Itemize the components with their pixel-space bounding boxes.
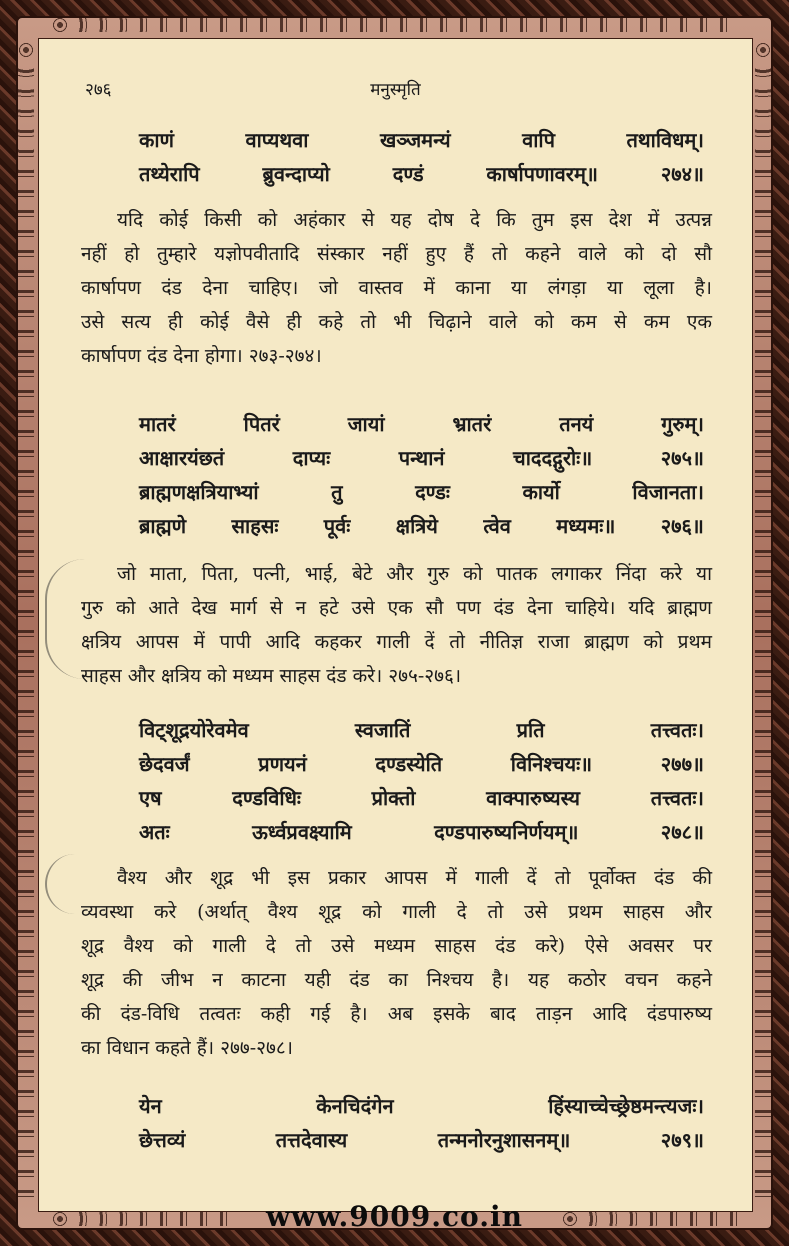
- verse-line: [139, 407, 704, 441]
- verse-word: विनिश्चयः॥: [510, 752, 593, 776]
- verse-word: पितरं: [243, 412, 280, 436]
- para-line: गुरु को आते देख मार्ग से न हटे उसे एक सौ पण दंड देना चाहिये। यदि ब्राह्मण: [81, 597, 712, 619]
- page-header: [39, 77, 752, 101]
- verse-word: तत्त्वतः।: [650, 786, 704, 810]
- site-watermark: www.9009.co.in: [266, 1200, 523, 1233]
- verse-line: [139, 157, 704, 191]
- commentary-277-278: [81, 861, 712, 1065]
- para-line: शूद्र वैश्य को गाली दे तो उसे मध्यम साहस दंड करे) ऐसे अवसर पर: [81, 935, 712, 957]
- verse-word: तनयं: [559, 412, 594, 436]
- verse-word: दाप्यः: [292, 446, 331, 470]
- verse-word: २७५॥: [660, 446, 704, 470]
- verse-word: दण्डः: [415, 480, 450, 504]
- para-line: वैश्य और शूद्र भी इस प्रकार आपस में गाली दें तो पूर्वोक्त दंड की: [117, 867, 712, 889]
- verse-274: [139, 123, 704, 191]
- verse-word: मातरं: [139, 412, 176, 436]
- margin-annotation: [45, 854, 87, 914]
- verse-word: २७६॥: [660, 514, 704, 538]
- verse-word: प्रोक्तो: [371, 786, 416, 810]
- verse-line: [139, 713, 704, 747]
- commentary-273-274: [81, 203, 712, 373]
- verse-word: स्वजातिं: [354, 718, 411, 742]
- verse-word: ब्राह्मणक्षत्रियाभ्यां: [139, 480, 259, 504]
- para-line: व्यवस्था करे (अर्थात् वैश्य शूद्र को गाली दे तो उसे प्रथम साहस और: [81, 901, 712, 923]
- commentary-275-276: [81, 557, 712, 693]
- verse-line: [139, 781, 704, 815]
- verse-line: [139, 123, 704, 157]
- verse-word: चाददद्गुरोः॥: [513, 446, 593, 470]
- verse-line: [139, 815, 704, 849]
- book-page: [38, 38, 753, 1212]
- verse-line: [139, 441, 704, 475]
- verse-word: काणं: [139, 128, 174, 152]
- para-line: क्षत्रिय आपस में पापी आदि कहकर गाली दें तो नीतिज्ञ राजा ब्राह्मण को प्रथम: [81, 631, 712, 653]
- verse-word: वाक्पारुष्यस्य: [486, 786, 581, 810]
- verse-word: तु: [331, 480, 343, 504]
- margin-annotation: [45, 559, 87, 679]
- verse-word: एष: [139, 786, 162, 810]
- verse-word: कार्यो: [522, 480, 560, 504]
- verse-word: ब्राह्मणे: [139, 514, 187, 538]
- verse-word: ब्रुवन्दाप्यो: [262, 162, 330, 186]
- verse-279: [139, 1089, 704, 1157]
- verse-word: दण्डं: [392, 162, 424, 186]
- verse-word: पन्थानं: [398, 446, 445, 470]
- verse-277-278: [139, 713, 704, 849]
- verse-word: तन्मनोरनुशासनम्॥: [437, 1128, 571, 1152]
- ornament-top: [50, 18, 739, 32]
- para-line: यदि कोई किसी को अहंकार से यह दोष दे कि तुम इस देश में उत्पन्न: [117, 209, 712, 231]
- para-line: नहीं हो तुम्हारे यज्ञोपवीतादि संस्कार नहीं हुए हैं तो कहने वाले को दो सौ: [81, 243, 712, 265]
- para-line: कार्षापण दंड देना होगा। २७३-२७४।: [81, 345, 322, 367]
- verse-word: ऊर्ध्वप्रवक्ष्यामि: [252, 820, 352, 844]
- verse-word: तथ्येरापि: [139, 162, 200, 186]
- verse-word: प्रति: [516, 718, 545, 742]
- verse-word: भ्रातरं: [452, 412, 492, 436]
- verse-word: २७९॥: [660, 1128, 704, 1152]
- para-line: की दंड-विधि तत्वतः कही गई है। अब इसके बाद ताड़न आदि दंडपारुष्य: [81, 1003, 712, 1025]
- verse-line: [139, 1123, 704, 1157]
- verse-word: दण्डस्येति: [375, 752, 443, 776]
- verse-word: येन: [139, 1094, 162, 1118]
- verse-word: जायां: [347, 412, 385, 436]
- verse-word: गुरुम्।: [661, 412, 704, 436]
- para-line: का विधान कहते हैं। २७७-२७८।: [81, 1037, 294, 1059]
- verse-word: छेदवर्जं: [139, 752, 190, 776]
- verse-word: खञ्जमन्यं: [379, 128, 451, 152]
- verse-word: विजानता।: [632, 480, 704, 504]
- verse-line: [139, 475, 704, 509]
- verse-word: आक्षारयंछतं: [139, 446, 225, 470]
- verse-line: [139, 747, 704, 781]
- verse-word: तथाविधम्।: [626, 128, 704, 152]
- verse-line: [139, 1089, 704, 1123]
- para-line: कार्षापण दंड देना चाहिए। जो वास्तव में काना या लंगड़ा या लूला है।: [81, 277, 712, 299]
- verse-word: तत्त्वतः।: [650, 718, 704, 742]
- verse-word: विट्शूद्रयोरेवमेव: [139, 718, 249, 742]
- verse-word: २७८॥: [660, 820, 704, 844]
- para-line: उसे सत्य ही कोई वैसे ही कहे तो भी चिढ़ाने वाले को कम से कम एक: [81, 311, 712, 333]
- para-line: जो माता, पिता, पत्नी, भाई, बेटे और गुरु को पातक लगाकर निंदा करे या: [117, 563, 712, 585]
- para-line: शूद्र की जीभ न काटना यही दंड का निश्चय है। यह कठोर वचन कहने: [81, 969, 712, 991]
- verse-word: तत्तदेवास्य: [275, 1128, 348, 1152]
- verse-word: क्षत्रिये: [395, 514, 438, 538]
- verse-word: हिंस्याच्चेच्छ्रेष्ठमन्त्यजः।: [548, 1094, 704, 1118]
- verse-275-276: [139, 407, 704, 543]
- verse-word: अतः: [139, 820, 170, 844]
- ornament-left: [18, 40, 34, 1206]
- verse-word: छेत्तव्यं: [139, 1128, 186, 1152]
- verse-word: दण्डविधिः: [232, 786, 301, 810]
- verse-word: मध्यमः॥: [556, 514, 616, 538]
- ornament-right: [755, 40, 771, 1206]
- page-number: २७६: [85, 80, 112, 100]
- verse-word: त्वेव: [483, 514, 511, 538]
- verse-word: वापि: [522, 128, 555, 152]
- verse-word: कार्षापणावरम्॥: [486, 162, 598, 186]
- verse-word: २७४॥: [660, 162, 704, 186]
- verse-word: दण्डपारुष्यनिर्णयम्॥: [434, 820, 579, 844]
- running-title: मनुस्मृति: [370, 80, 421, 100]
- verse-word: प्रणयनं: [258, 752, 307, 776]
- verse-word: २७७॥: [660, 752, 704, 776]
- verse-word: साहसः: [231, 514, 279, 538]
- verse-line: [139, 509, 704, 543]
- verse-word: पूर्वः: [323, 514, 351, 538]
- para-line: साहस और क्षत्रिय को मध्यम साहस दंड करे। २७५-२७६।: [81, 665, 462, 687]
- verse-word: वाप्यथवा: [245, 128, 309, 152]
- verse-word: केनचिदंगेन: [316, 1094, 394, 1118]
